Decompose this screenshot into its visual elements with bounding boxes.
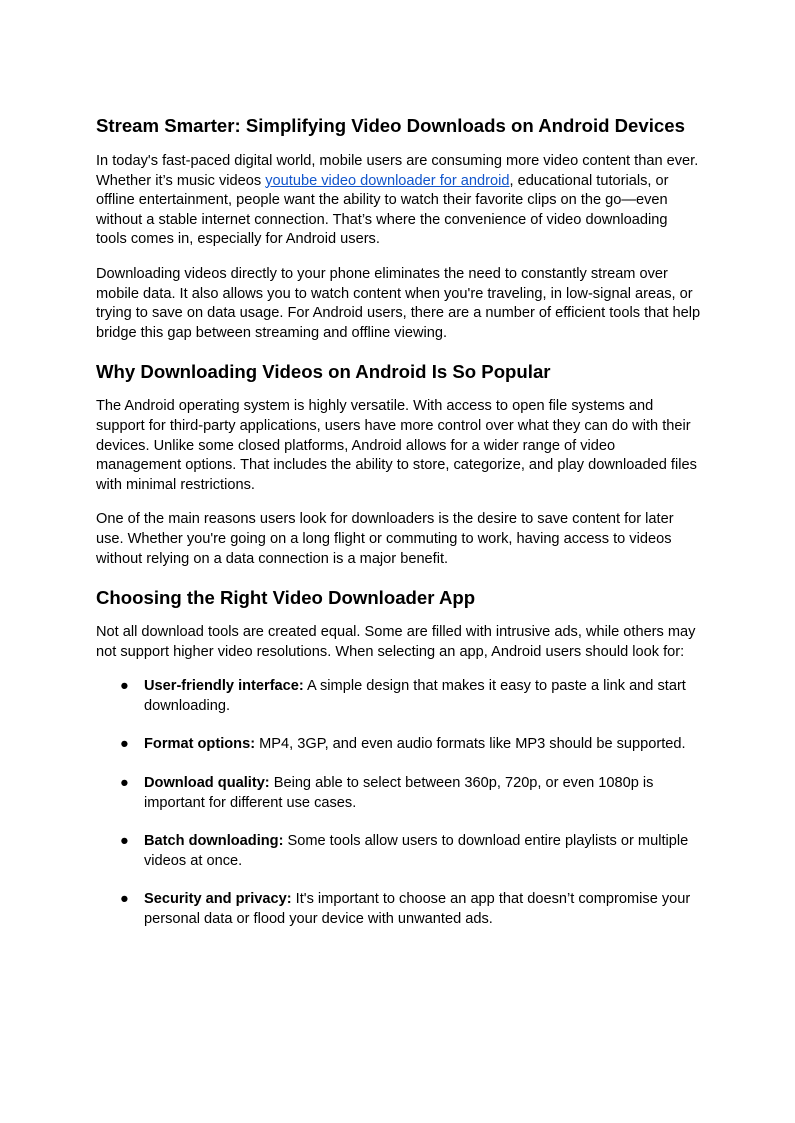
app-selection-paragraph: Not all download tools are created equal. Some are filled with intrusive ads, while others may not support higher video resolutions. When selecting an app, Android users should look for:	[96, 624, 696, 660]
intro-text-before-link: In today's fast-paced digital world, mobile users are consuming more video content than ever. Whether it’s music videos	[96, 153, 699, 189]
list-item	[96, 774, 702, 813]
list-item	[96, 890, 702, 929]
downloader-reasons-paragraph: One of the main reasons users look for downloaders is the desire to save content for later use. Whether you're going on a long flight or commuting to work, having access to videos without relying on a data connection is a major benefit.	[96, 511, 674, 567]
document-page	[96, 114, 702, 949]
list-item	[96, 735, 702, 755]
android-versatility-paragraph: The Android operating system is highly versatile. With access to open file systems and support for third-party applications, users have more control over what they can do with their devices. Unlike some closed platforms, Android allows for a wider range of video management options. That includes the ability to store, categorize, and play downloaded files with minimal restrictions.	[96, 398, 697, 493]
offline-benefits-paragraph: Downloading videos directly to your phone eliminates the need to constantly stream over mobile data. It also allows you to watch content when you're traveling, in low-signal areas, or trying to save on data usage. For Android users, there are a number of efficient tools that help bridge this gap between streaming and offline viewing.	[96, 265, 701, 341]
bullet-icon: ●	[120, 678, 129, 695]
list-item-label: Security and privacy:	[144, 891, 292, 908]
list-item-text: Being able to select between 360p, 720p, or even 1080p is important for different use cases.	[144, 775, 654, 811]
bullet-icon: ●	[120, 736, 129, 753]
list-item-text: A simple design that makes it easy to paste a link and start downloading.	[144, 678, 686, 714]
list-item	[96, 832, 702, 871]
feature-list	[96, 677, 702, 929]
section-heading-choosing-app: Choosing the Right Video Downloader App	[96, 587, 476, 609]
list-item-label: Format options:	[144, 736, 256, 753]
bullet-icon: ●	[120, 775, 129, 792]
section-heading-popularity: Why Downloading Videos on Android Is So Popular	[96, 361, 551, 383]
list-item-text: Some tools allow users to download entire playlists or multiple videos at once.	[144, 833, 689, 869]
list-item-label: Batch downloading:	[144, 833, 284, 850]
intro-text-after-link: , educational tutorials, or offline entertainment, people want the ability to watch their favorite clips on the go—even without a stable internet connection. That’s where the convenience of video downloading tools comes in, especially for Android users.	[96, 172, 669, 248]
list-item-label: Download quality:	[144, 775, 270, 792]
bullet-icon: ●	[120, 833, 129, 850]
list-item-text: MP4, 3GP, and even audio formats like MP3 should be supported.	[255, 736, 686, 753]
bullet-icon: ●	[120, 891, 129, 908]
list-item-text: It's important to choose an app that doesn’t compromise your personal data or flood your device with unwanted ads.	[144, 891, 691, 928]
youtube-downloader-link[interactable]: youtube video downloader for android	[265, 172, 510, 189]
list-item	[96, 677, 702, 716]
list-item-label: User-friendly interface:	[144, 678, 304, 695]
intro-paragraph	[96, 152, 702, 250]
document-title: Stream Smarter: Simplifying Video Downloads on Android Devices	[96, 115, 685, 136]
